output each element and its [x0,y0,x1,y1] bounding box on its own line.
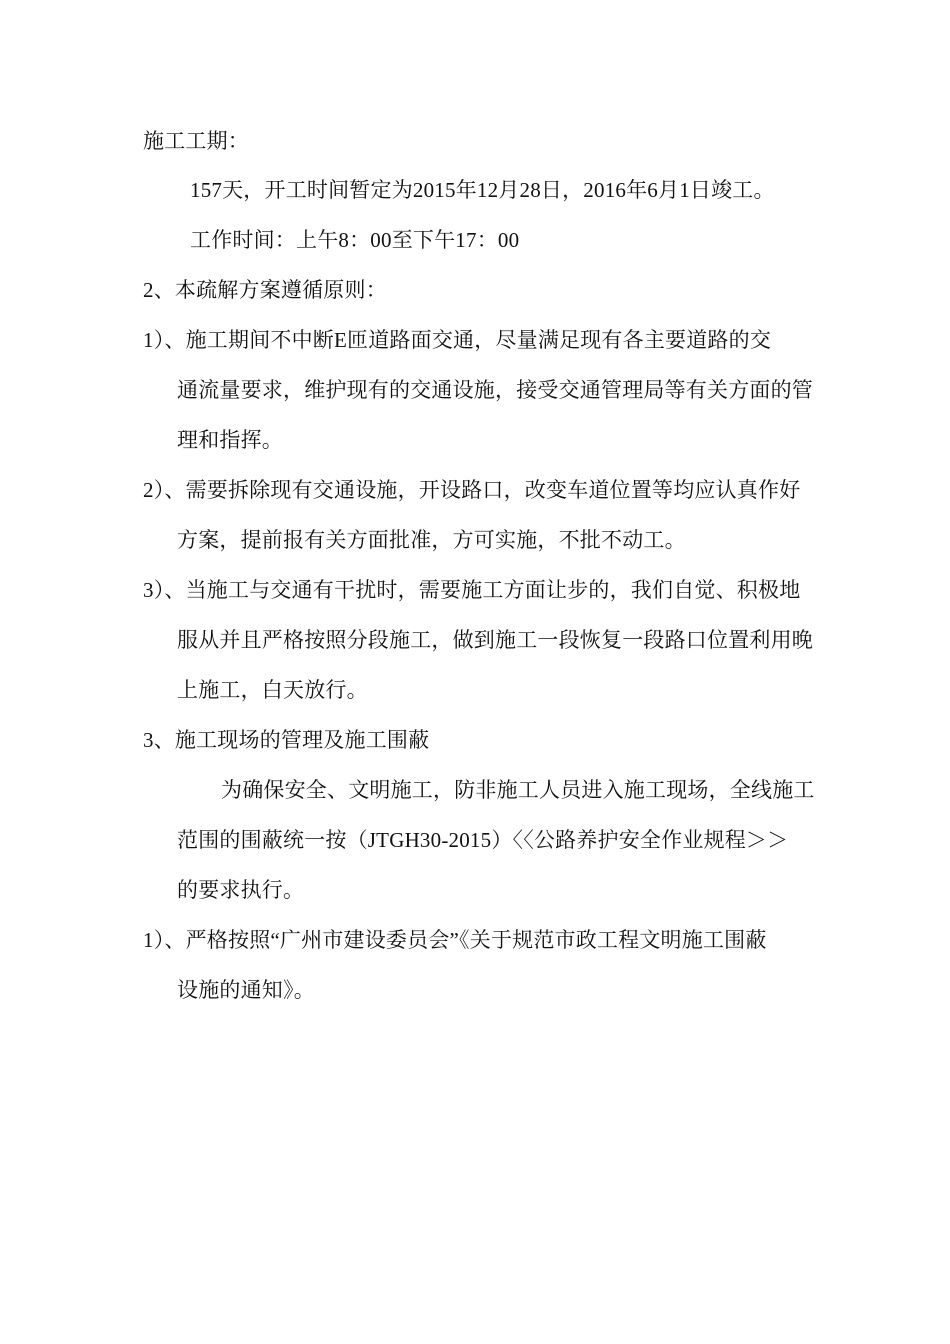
principle-3-line-3: 上施工，白天放行。 [177,678,368,702]
item-1-line-2: 设施的通知》。 [177,978,315,1002]
principle-2-line-1: 2）、需要拆除现有交通设施，开设路口，改变车道位置等均应认真作好 [143,478,801,502]
section-3-heading: 3、施工现场的管理及施工围蔽 [143,728,430,752]
construction-period-heading: 施工工期： [143,129,249,153]
principle-3-line-2: 服从并且严格按照分段施工，做到施工一段恢复一段路口位置利用晚 [177,628,813,652]
construction-period-text: 157天，开工时间暂定为2015年12月28日，2016年6月1日竣工。 [190,178,775,202]
section-3-paragraph-line-3: 的要求执行。 [177,878,305,902]
principle-1-line-2: 通流量要求，维护现有的交通设施，接受交通管理局等有关方面的管 [177,378,813,402]
working-hours-text: 工作时间：上午8：00至下午17：00 [190,228,520,252]
section-3-paragraph-line-2: 范围的围蔽统一按（JTGH30-2015）〈〈公路养护安全作业规程＞＞ [177,828,789,852]
principle-1-line-1: 1）、施工期间不中断E匝道路面交通，尽量满足现有各主要道路的交 [143,328,772,352]
principle-1-line-3: 理和指挥。 [177,428,283,452]
section-3-paragraph-line-1: 为确保安全、文明施工，防非施工人员进入施工现场，全线施工 [221,778,815,802]
principle-3-line-1: 3）、当施工与交通有干扰时，需要施工方面让步的，我们自觉、积极地 [143,578,801,602]
section-2-heading: 2、本疏解方案遵循原则： [143,278,387,302]
item-1-line-1: 1）、严格按照“广州市建设委员会”《关于规范市政工程文明施工围蔽 [143,928,767,952]
principle-2-line-2: 方案，提前报有关方面批准，方可实施，不批不动工。 [177,528,686,552]
